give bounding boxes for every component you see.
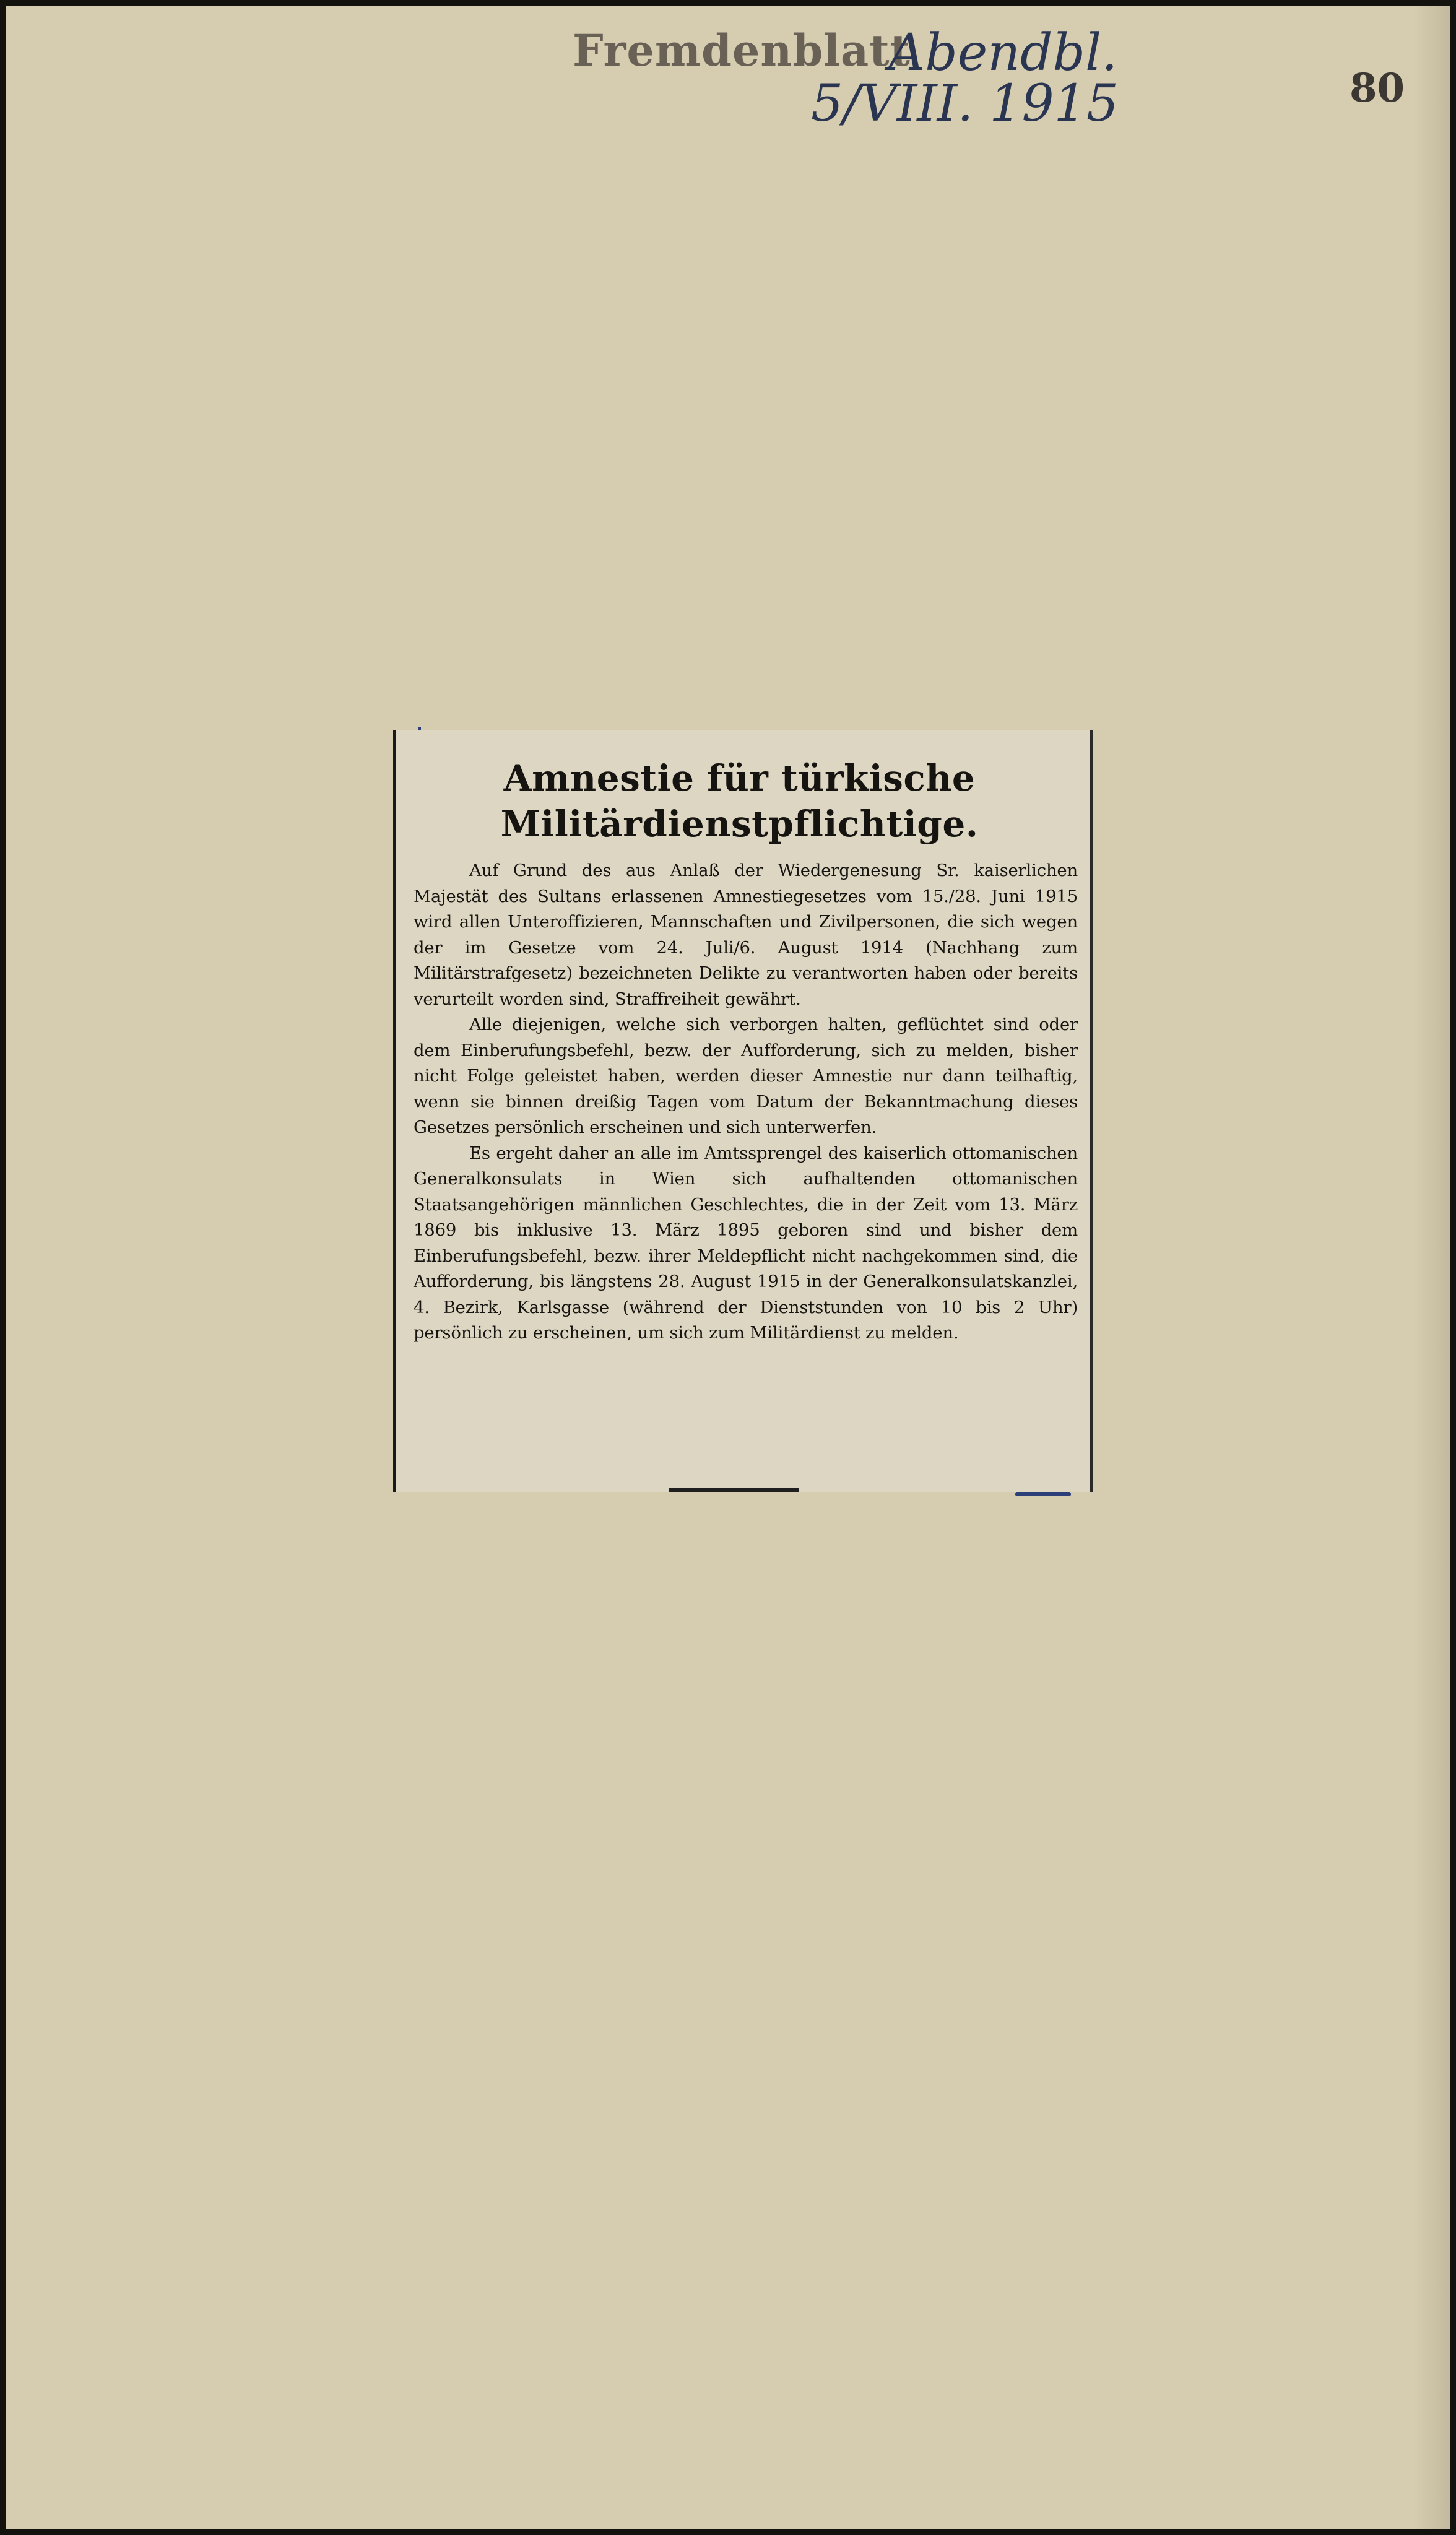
page-number: 80 xyxy=(1350,65,1405,111)
ink-mark-bottom xyxy=(1015,1492,1071,1496)
clipping-paragraph-1: Auf Grund des aus Anlaß der Wiedergenesung Sr. kaiserlichen Majestät des Sultans erlassenen Amnestiegesetzes vom 15./28. Juni 1915 wird allen Unteroffizieren, Mannschaften und Zivilpersonen, die sich wegen der im Gesetze vom 24. Juli/6. August 1914 (Nachhang zum Militärstrafgesetz) bezeichneten Delikte zu verantworten haben oder bereits verurteilt worden sind, Straffreiheit gewährt. xyxy=(414,860,1078,1009)
clipping-end-rule xyxy=(669,1488,799,1492)
clipping-title: Amnestie für türkische Militärdienstpflichtige. xyxy=(500,757,979,845)
newspaper-stamp: Fremdenblatt xyxy=(573,25,911,76)
clipping-paragraph-3: Es ergeht daher an alle im Amtssprengel des kaiserlich ottomanischen Generalkonsulats in Wien sich aufhaltenden ottomanischen Staatsangehörigen männlichen Geschlechtes, die in der Zeit vom 13. März 1869 bis inklusive 13. März 1895 geboren sind und bisher dem Einberufungsbefehl, bezw. ihrer Meldepflicht nicht nachgekommen sind, die Aufforderung, bis längstens 28. August 1915 in der Generalkonsulatskanzlei, 4. Bezirk, Karlsgasse (während der Dienststunden von 10 bis 2 Uhr) persönlich zu erscheinen, um sich zum Militärdienst zu melden. xyxy=(414,1143,1078,1343)
handwritten-date: 5/VIII. 1915 xyxy=(811,74,1119,133)
paper-edge-shade xyxy=(1413,6,1450,2529)
newspaper-clipping xyxy=(393,730,1093,1492)
handwritten-edition: Abendbl. xyxy=(888,24,1118,82)
clipping-paragraph-2: Alle diejenigen, welche sich verborgen halten, geflüchtet sind oder dem Einberufungsbefehl, bezw. der Aufforderung, sich zu melden, bisher nicht Folge geleistet haben, werden dieser Amnestie nur dann teilhaftig, wenn sie binnen dreißig Tagen vom Datum der Bekanntmachung dieses Gesetzes persönlich erscheinen und sich unterwerfen. xyxy=(414,1015,1078,1137)
